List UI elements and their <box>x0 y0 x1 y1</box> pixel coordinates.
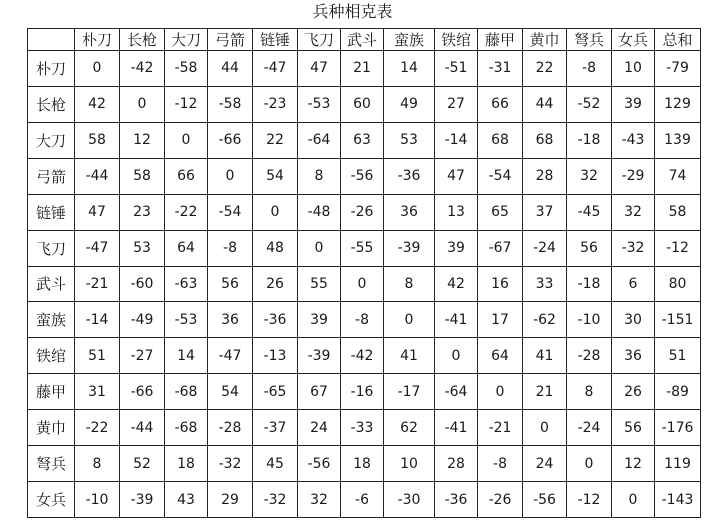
column-header-podao: 朴刀 <box>75 29 120 51</box>
matrix-cell: -26 <box>478 482 523 518</box>
matrix-cell: -8 <box>567 51 612 87</box>
matrix-cell: -64 <box>435 374 478 410</box>
total-cell: 119 <box>655 446 701 482</box>
matrix-cell: 0 <box>208 158 253 194</box>
column-header-tiewan: 铁绾 <box>435 29 478 51</box>
matrix-cell: -36 <box>435 482 478 518</box>
matrix-cell: -24 <box>567 410 612 446</box>
matrix-cell: 0 <box>120 86 165 122</box>
matrix-cell: -21 <box>478 410 523 446</box>
matrix-cell: -22 <box>75 410 120 446</box>
matrix-cell: 54 <box>253 158 298 194</box>
matrix-cell: 49 <box>384 86 435 122</box>
matrix-cell: 26 <box>253 266 298 302</box>
matrix-cell: 0 <box>478 374 523 410</box>
total-cell: -79 <box>655 51 701 87</box>
matrix-cell: 12 <box>120 122 165 158</box>
matrix-cell: 56 <box>208 266 253 302</box>
table-title: 兵种相克表 <box>312 2 393 21</box>
matrix-cell: -44 <box>120 410 165 446</box>
matrix-cell: 0 <box>384 302 435 338</box>
matrix-cell: -56 <box>523 482 567 518</box>
matrix-cell: 27 <box>435 86 478 122</box>
matrix-cell: 63 <box>341 122 384 158</box>
matrix-cell: 0 <box>567 446 612 482</box>
matrix-cell: -37 <box>253 410 298 446</box>
table-row <box>28 266 701 302</box>
matrix-cell: -22 <box>165 194 208 230</box>
matrix-cell: 21 <box>341 51 384 87</box>
matrix-cell: -62 <box>523 302 567 338</box>
matrix-cell: 44 <box>208 51 253 87</box>
row-header: 铁绾 <box>28 338 75 374</box>
matrix-cell: -12 <box>567 482 612 518</box>
matrix-cell: 51 <box>75 338 120 374</box>
matrix-cell: 39 <box>298 302 341 338</box>
matrix-cell: 23 <box>120 194 165 230</box>
matrix-cell: 22 <box>523 51 567 87</box>
matrix-cell: 14 <box>384 51 435 87</box>
matrix-cell: 55 <box>298 266 341 302</box>
column-header-wudou: 武斗 <box>341 29 384 51</box>
matrix-cell: -18 <box>567 122 612 158</box>
table-row <box>28 51 701 87</box>
matrix-cell: -66 <box>208 122 253 158</box>
total-cell: 58 <box>655 194 701 230</box>
matrix-cell: -47 <box>75 230 120 266</box>
matrix-cell: 22 <box>253 122 298 158</box>
matrix-cell: 44 <box>523 86 567 122</box>
column-header-manzu: 蛮族 <box>384 29 435 51</box>
matrix-cell: -54 <box>478 158 523 194</box>
matrix-cell: 60 <box>341 86 384 122</box>
matrix-cell: 41 <box>523 338 567 374</box>
matrix-cell: 24 <box>523 446 567 482</box>
matrix-cell: -23 <box>253 86 298 122</box>
header-row <box>28 29 701 51</box>
matrix-cell: -24 <box>523 230 567 266</box>
matrix-cell: 47 <box>435 158 478 194</box>
matrix-cell: 24 <box>298 410 341 446</box>
matrix-cell: -16 <box>341 374 384 410</box>
matrix-cell: 47 <box>298 51 341 87</box>
matrix-cell: 10 <box>384 446 435 482</box>
matrix-cell: -65 <box>253 374 298 410</box>
table-row <box>28 410 701 446</box>
matrix-cell: -27 <box>120 338 165 374</box>
matrix-cell: 65 <box>478 194 523 230</box>
total-cell: -143 <box>655 482 701 518</box>
matrix-cell: 0 <box>298 230 341 266</box>
table-row <box>28 158 701 194</box>
matrix-cell: 6 <box>612 266 655 302</box>
matrix-cell: -42 <box>120 51 165 87</box>
matrix-cell: -31 <box>478 51 523 87</box>
matrix-cell: 58 <box>75 122 120 158</box>
matrix-cell: -32 <box>253 482 298 518</box>
total-cell: 80 <box>655 266 701 302</box>
matrix-cell: -47 <box>208 338 253 374</box>
matrix-cell: -53 <box>298 86 341 122</box>
column-header-dadao: 大刀 <box>165 29 208 51</box>
matrix-cell: -47 <box>253 51 298 87</box>
matrix-cell: -14 <box>75 302 120 338</box>
matrix-cell: 18 <box>341 446 384 482</box>
matrix-cell: -66 <box>120 374 165 410</box>
matrix-cell: -51 <box>435 51 478 87</box>
matrix-cell: 47 <box>75 194 120 230</box>
matrix-cell: -42 <box>341 338 384 374</box>
matrix-cell: -67 <box>478 230 523 266</box>
matrix-cell: 37 <box>523 194 567 230</box>
table-row <box>28 86 701 122</box>
matrix-cell: -56 <box>298 446 341 482</box>
matrix-cell: -60 <box>120 266 165 302</box>
matrix-cell: 12 <box>612 446 655 482</box>
matrix-cell: -55 <box>341 230 384 266</box>
row-header: 弓箭 <box>28 158 75 194</box>
matrix-cell: 53 <box>120 230 165 266</box>
matrix-cell: -6 <box>341 482 384 518</box>
matrix-cell: 36 <box>612 338 655 374</box>
matrix-cell: 28 <box>435 446 478 482</box>
matrix-cell: 45 <box>253 446 298 482</box>
matrix-cell: 43 <box>165 482 208 518</box>
matrix-cell: -52 <box>567 86 612 122</box>
matrix-body <box>28 51 701 518</box>
row-header: 朴刀 <box>28 51 75 87</box>
matrix-cell: 8 <box>75 446 120 482</box>
matrix-cell: 36 <box>384 194 435 230</box>
table-row <box>28 374 701 410</box>
matrix-cell: -33 <box>341 410 384 446</box>
matrix-cell: 8 <box>298 158 341 194</box>
total-cell: 129 <box>655 86 701 122</box>
row-header: 链锤 <box>28 194 75 230</box>
matrix-cell: 18 <box>165 446 208 482</box>
row-header: 大刀 <box>28 122 75 158</box>
matrix-cell: -10 <box>567 302 612 338</box>
matrix-cell: -36 <box>253 302 298 338</box>
matrix-cell: -28 <box>208 410 253 446</box>
matrix-cell: -36 <box>384 158 435 194</box>
matrix-cell: 32 <box>298 482 341 518</box>
matrix-cell: 53 <box>384 122 435 158</box>
matrix-cell: 10 <box>612 51 655 87</box>
column-header-gongjian: 弓箭 <box>208 29 253 51</box>
total-cell: 139 <box>655 122 701 158</box>
matrix-cell: 21 <box>523 374 567 410</box>
table-row <box>28 194 701 230</box>
row-header: 武斗 <box>28 266 75 302</box>
matrix-cell: -14 <box>435 122 478 158</box>
column-header-lianchui: 链锤 <box>253 29 298 51</box>
matrix-cell: 0 <box>341 266 384 302</box>
matrix-cell: -39 <box>384 230 435 266</box>
matrix-cell: 8 <box>384 266 435 302</box>
matrix-cell: 31 <box>75 374 120 410</box>
row-header: 黄巾 <box>28 410 75 446</box>
matrix-cell: -41 <box>435 410 478 446</box>
matrix-cell: 62 <box>384 410 435 446</box>
matrix-cell: 0 <box>612 482 655 518</box>
matrix-cell: 48 <box>253 230 298 266</box>
total-cell: -12 <box>655 230 701 266</box>
matrix-cell: 0 <box>435 338 478 374</box>
matrix-cell: 68 <box>523 122 567 158</box>
matrix-cell: -48 <box>298 194 341 230</box>
matrix-cell: 67 <box>298 374 341 410</box>
matrix-cell: 52 <box>120 446 165 482</box>
table-row <box>28 446 701 482</box>
matrix-cell: -18 <box>567 266 612 302</box>
matrix-cell: 36 <box>208 302 253 338</box>
matrix-cell: -53 <box>165 302 208 338</box>
column-header-nubing-female: 女兵 <box>612 29 655 51</box>
matrix-cell: -32 <box>208 446 253 482</box>
matrix-cell: -13 <box>253 338 298 374</box>
matrix-cell: 54 <box>208 374 253 410</box>
matrix-cell: -28 <box>567 338 612 374</box>
matrix-cell: -54 <box>208 194 253 230</box>
table-row <box>28 482 701 518</box>
total-cell: -176 <box>655 410 701 446</box>
row-header: 藤甲 <box>28 374 75 410</box>
matrix-cell: -49 <box>120 302 165 338</box>
matrix-cell: -58 <box>165 51 208 87</box>
matrix-cell: -39 <box>120 482 165 518</box>
counter-matrix-table <box>27 28 701 518</box>
matrix-cell: 56 <box>567 230 612 266</box>
matrix-cell: 32 <box>567 158 612 194</box>
matrix-cell: 32 <box>612 194 655 230</box>
matrix-cell: 66 <box>478 86 523 122</box>
matrix-cell: -44 <box>75 158 120 194</box>
matrix-cell: 17 <box>478 302 523 338</box>
matrix-cell: -12 <box>165 86 208 122</box>
matrix-cell: 0 <box>165 122 208 158</box>
matrix-cell: 13 <box>435 194 478 230</box>
column-header-tengjia: 藤甲 <box>478 29 523 51</box>
matrix-cell: -17 <box>384 374 435 410</box>
column-header-nubing: 弩兵 <box>567 29 612 51</box>
matrix-cell: -32 <box>612 230 655 266</box>
total-cell: 74 <box>655 158 701 194</box>
matrix-cell: -10 <box>75 482 120 518</box>
column-header-feidao: 飞刀 <box>298 29 341 51</box>
matrix-cell: -68 <box>165 374 208 410</box>
matrix-cell: 28 <box>523 158 567 194</box>
matrix-cell: -56 <box>341 158 384 194</box>
matrix-cell: 30 <box>612 302 655 338</box>
column-header-total: 总和 <box>655 29 701 51</box>
row-header: 长枪 <box>28 86 75 122</box>
matrix-cell: -45 <box>567 194 612 230</box>
matrix-cell: -30 <box>384 482 435 518</box>
row-header: 弩兵 <box>28 446 75 482</box>
matrix-cell: 0 <box>75 51 120 87</box>
matrix-cell: -39 <box>298 338 341 374</box>
matrix-cell: 39 <box>435 230 478 266</box>
table-row <box>28 338 701 374</box>
row-header: 女兵 <box>28 482 75 518</box>
table-row <box>28 302 701 338</box>
column-header-huangjin: 黄巾 <box>523 29 567 51</box>
matrix-cell: 16 <box>478 266 523 302</box>
matrix-cell: -58 <box>208 86 253 122</box>
matrix-cell: 64 <box>478 338 523 374</box>
matrix-cell: 0 <box>523 410 567 446</box>
column-header-changqiang: 长枪 <box>120 29 165 51</box>
matrix-cell: -26 <box>341 194 384 230</box>
row-header: 蛮族 <box>28 302 75 338</box>
matrix-cell: -64 <box>298 122 341 158</box>
total-cell: 51 <box>655 338 701 374</box>
matrix-cell: 42 <box>435 266 478 302</box>
matrix-cell: -21 <box>75 266 120 302</box>
matrix-cell: -43 <box>612 122 655 158</box>
matrix-cell: 42 <box>75 86 120 122</box>
matrix-cell: -41 <box>435 302 478 338</box>
matrix-cell: -68 <box>165 410 208 446</box>
table-row <box>28 230 701 266</box>
row-header: 飞刀 <box>28 230 75 266</box>
matrix-cell: -8 <box>208 230 253 266</box>
matrix-cell: 39 <box>612 86 655 122</box>
matrix-cell: 56 <box>612 410 655 446</box>
corner-cell <box>28 29 75 51</box>
matrix-cell: -63 <box>165 266 208 302</box>
matrix-cell: 33 <box>523 266 567 302</box>
matrix-cell: 66 <box>165 158 208 194</box>
matrix-cell: 58 <box>120 158 165 194</box>
matrix-cell: 0 <box>253 194 298 230</box>
total-cell: -89 <box>655 374 701 410</box>
matrix-cell: 68 <box>478 122 523 158</box>
matrix-cell: 41 <box>384 338 435 374</box>
table-row <box>28 122 701 158</box>
matrix-cell: 29 <box>208 482 253 518</box>
matrix-cell: 64 <box>165 230 208 266</box>
matrix-cell: 26 <box>612 374 655 410</box>
matrix-cell: -8 <box>478 446 523 482</box>
matrix-cell: -29 <box>612 158 655 194</box>
matrix-cell: 14 <box>165 338 208 374</box>
matrix-cell: -8 <box>341 302 384 338</box>
total-cell: -151 <box>655 302 701 338</box>
matrix-cell: 8 <box>567 374 612 410</box>
